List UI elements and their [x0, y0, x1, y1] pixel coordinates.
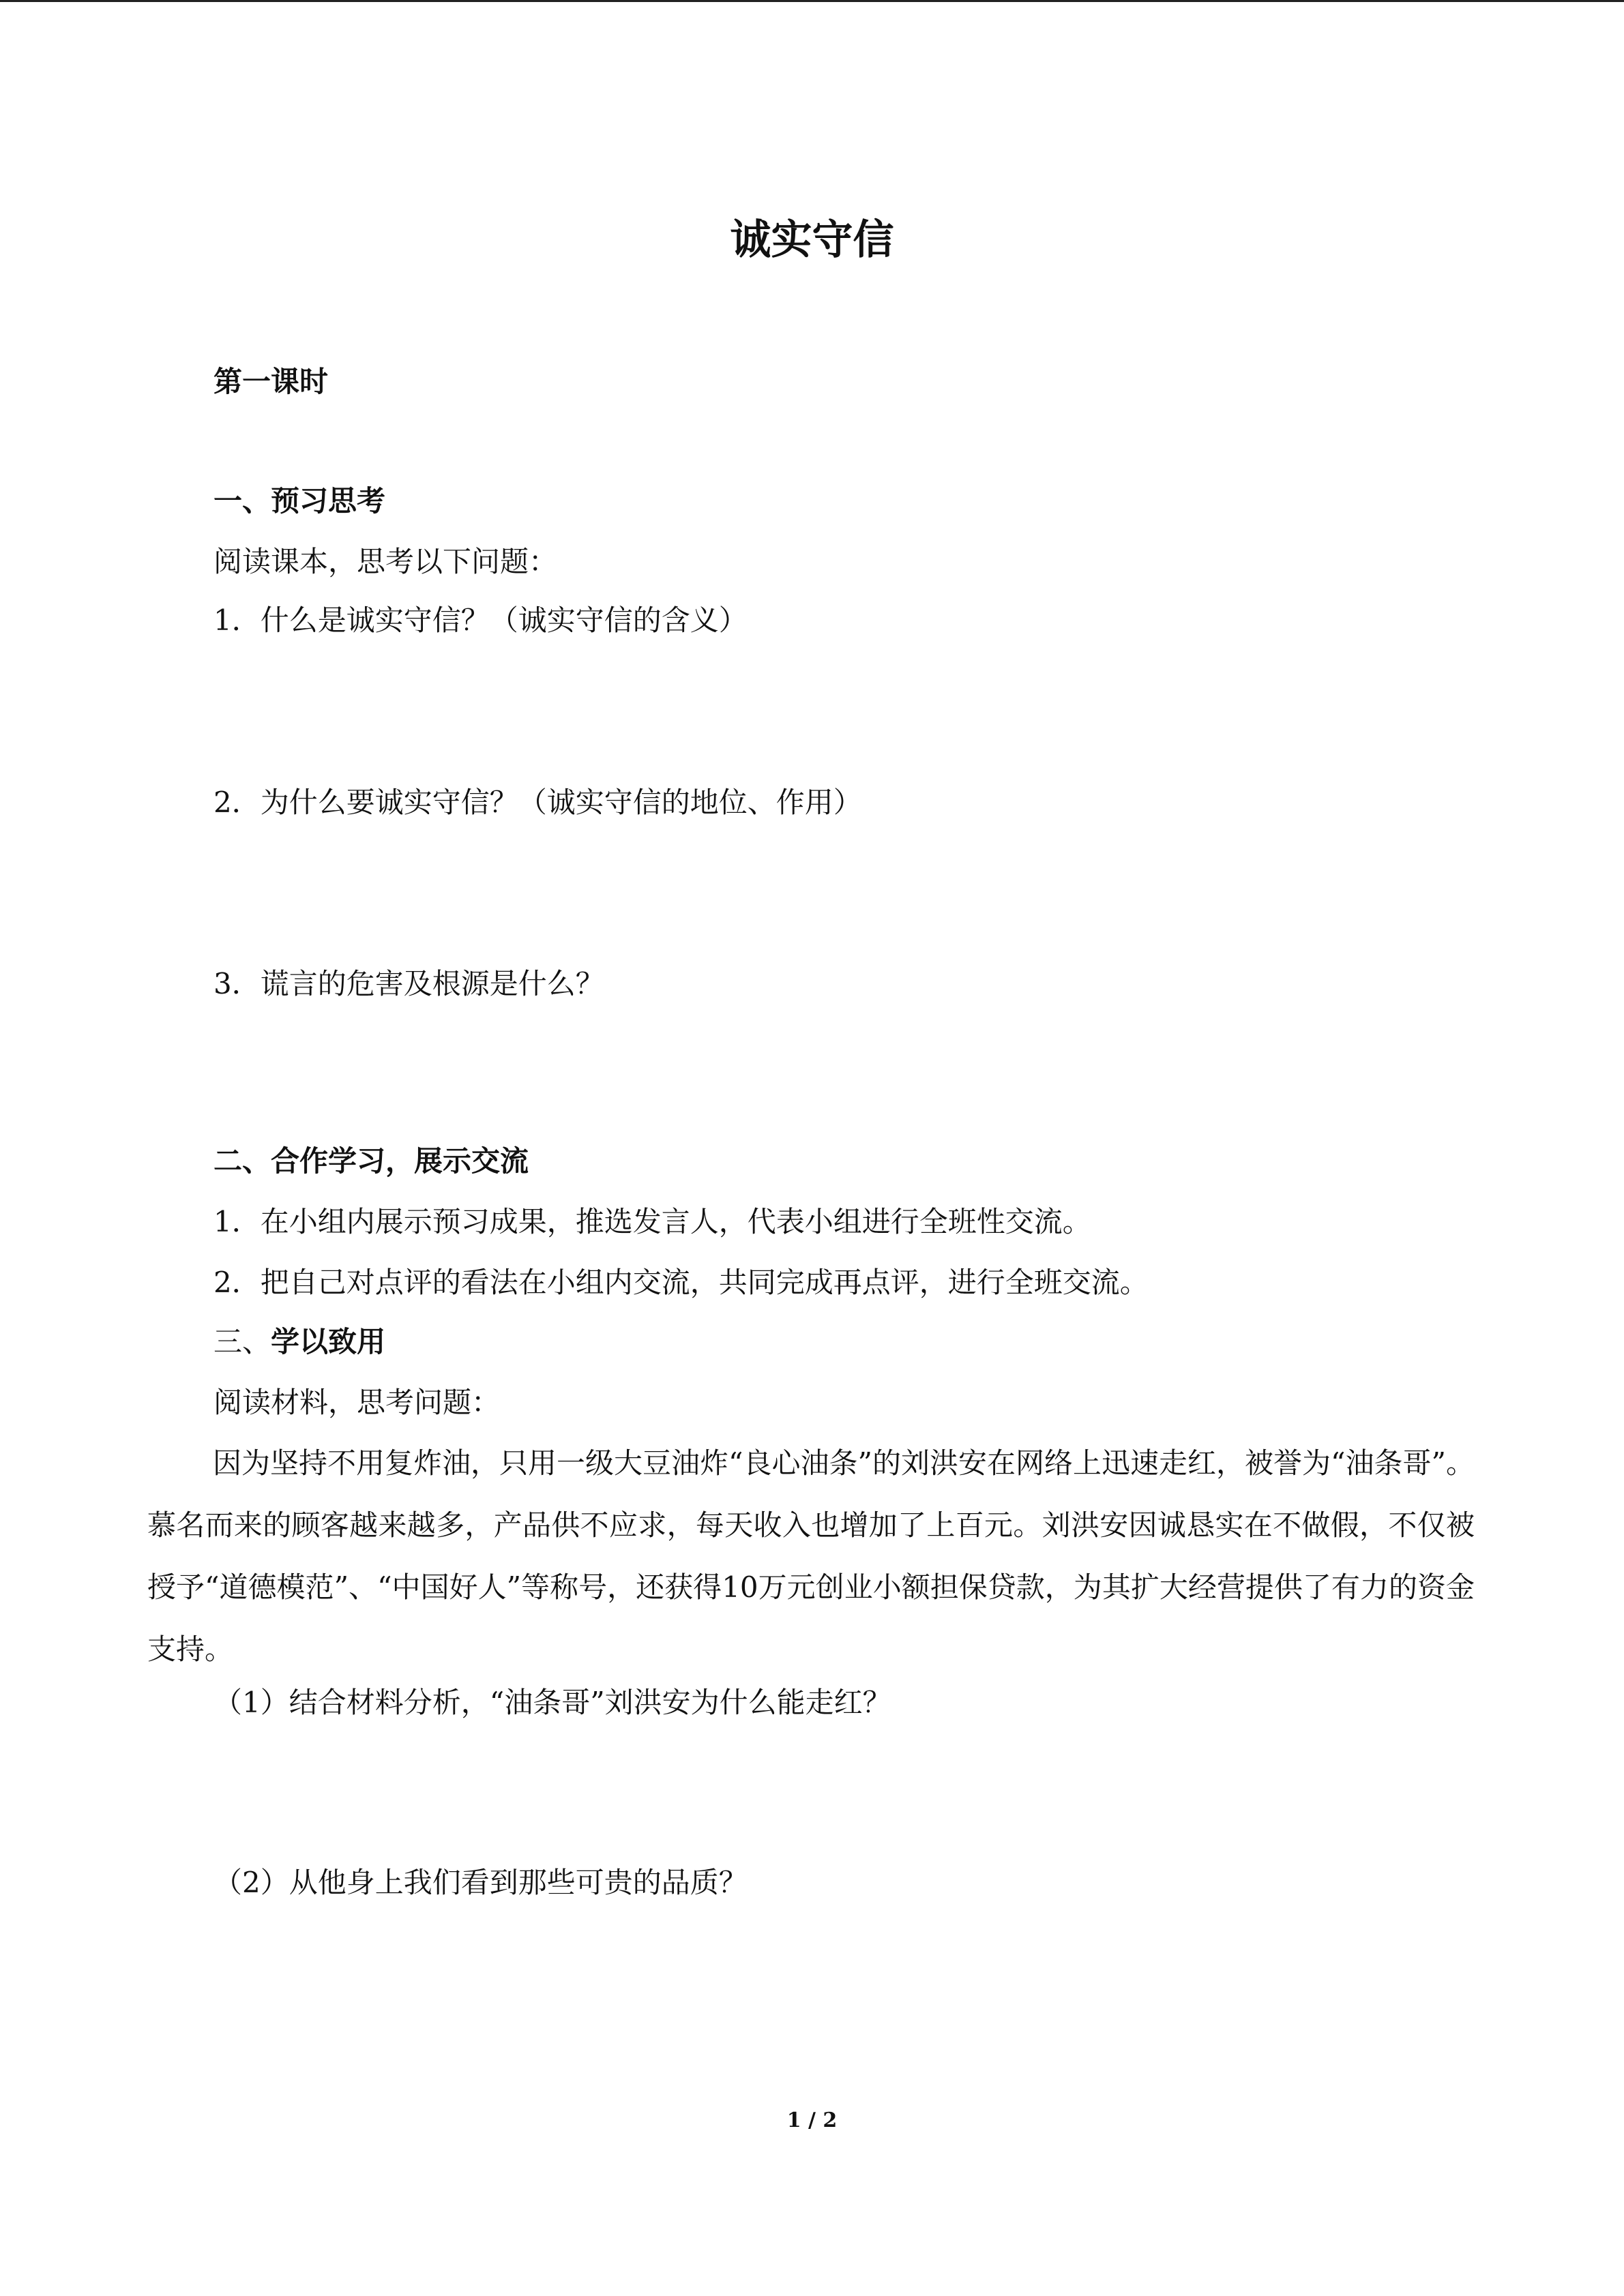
section3-heading-prefix: 三、	[213, 1325, 271, 1358]
section1-question-1: 1．什么是诚实守信？（诚实守信的含义）	[213, 603, 748, 637]
page-number: 1 / 2	[786, 2108, 838, 2132]
section1-heading: 一、预习思考	[213, 484, 386, 518]
section3-heading-text: 学以致用	[271, 1325, 386, 1358]
section3-heading	[213, 1323, 385, 1361]
section3-question-1: （1）结合材料分析，“油条哥”刘洪安为什么能走红？	[213, 1686, 891, 1719]
section1-question-3: 3．谎言的危害及根源是什么？	[213, 967, 604, 1000]
section2-heading: 二、合作学习，展示交流	[213, 1144, 529, 1178]
section1-question-2: 2．为什么要诚实守信？（诚实守信的地位、作用）	[213, 786, 862, 819]
section2-item-2: 2．把自己对点评的看法在小组内交流，共同完成再点评，进行全班交流。	[213, 1266, 1149, 1299]
section3-intro: 阅读材料，思考问题：	[213, 1386, 501, 1419]
top-border-line	[0, 0, 1624, 2]
section3-material-paragraph: 因为坚持不用复炸油，只用一级大豆油炸“良心油条”的刘洪安在网络上迅速走红，被誉为“油条哥”。慕名而来的顾客越来越多，产品供不应求，每天收入也增加了上百元。刘洪安因诚恳实在不做假，不仅被授予“道德模范”、“中国好人”等称号，还获得10万元创业小额担保贷款，为其扩大经营提供了有力的资金支持。	[147, 1446, 1475, 1666]
section2-item-1: 1．在小组内展示预习成果，推选发言人，代表小组进行全班性交流。	[213, 1205, 1091, 1238]
document-title: 诚实守信	[730, 216, 894, 264]
section3-question-2: （2）从他身上我们看到那些可贵的品质？	[213, 1866, 748, 1899]
section1-intro: 阅读课本，思考以下问题：	[213, 545, 558, 578]
lesson-label: 第一课时	[213, 365, 329, 398]
